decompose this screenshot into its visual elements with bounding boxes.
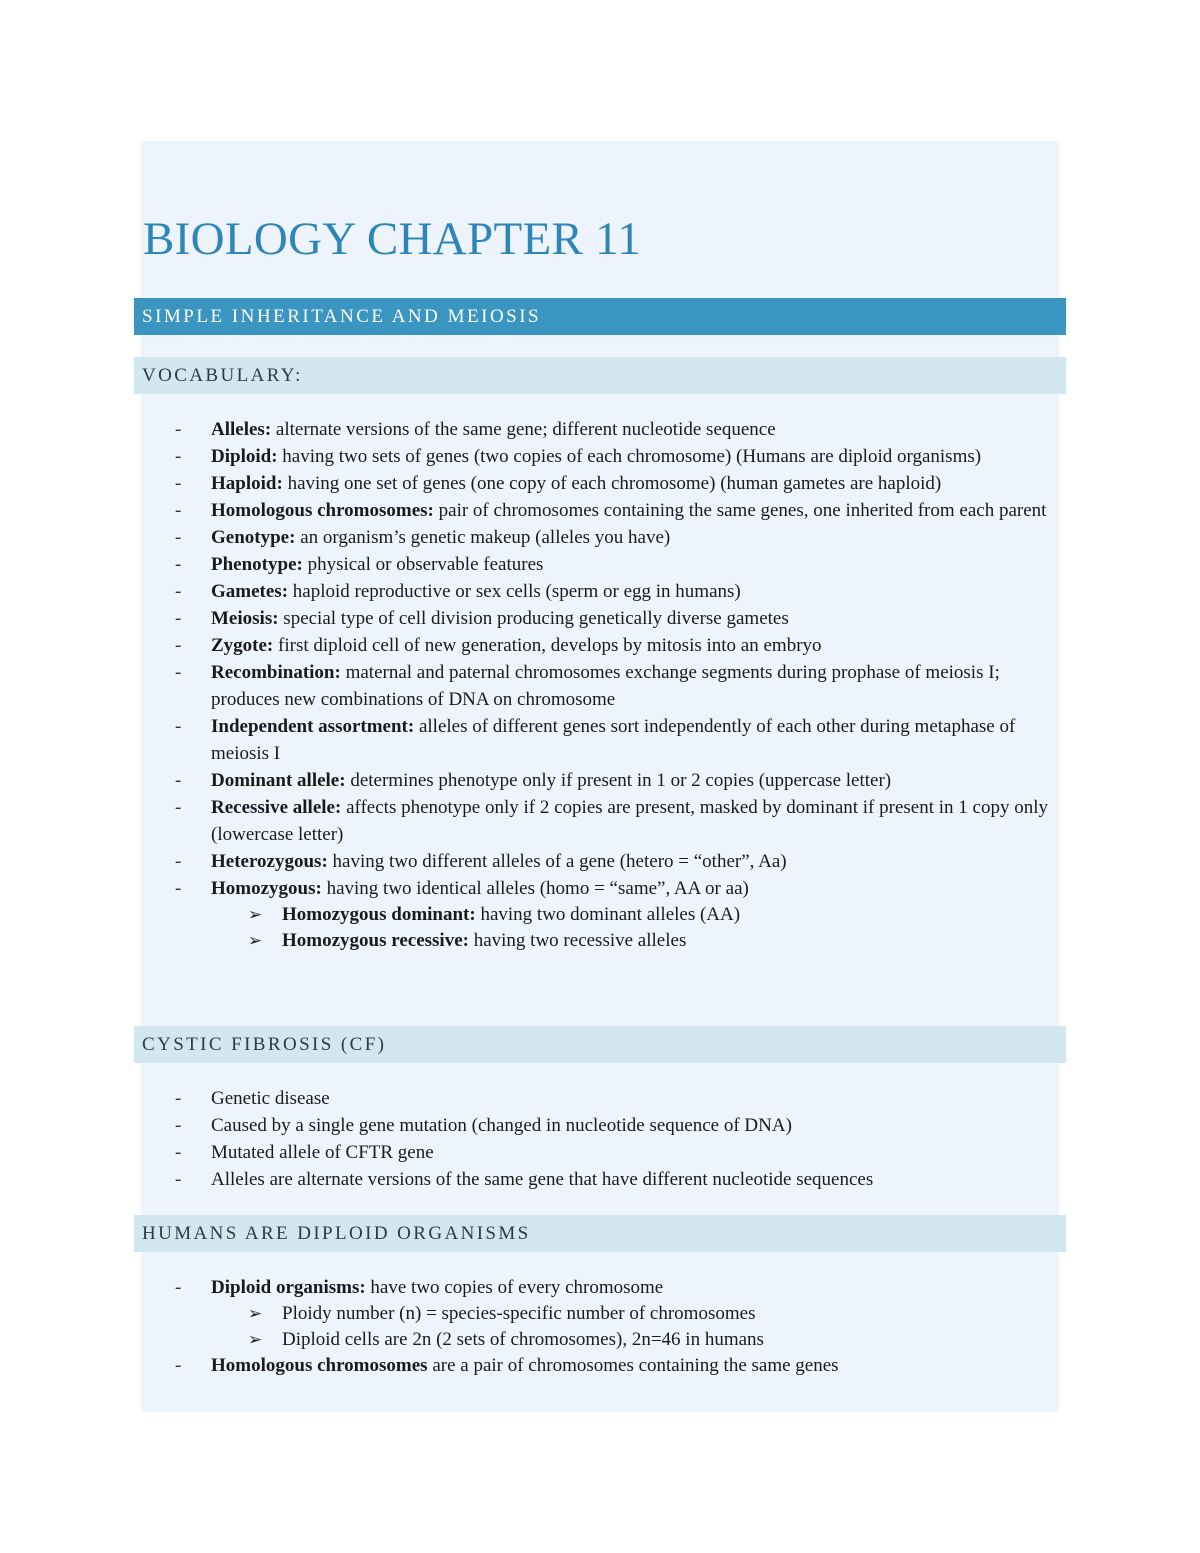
sub-list-item — [0, 928, 1200, 954]
list-item — [0, 524, 1200, 551]
definition: having two dominant alleles (AA) — [475, 904, 741, 925]
term: Recombination: — [211, 662, 341, 683]
dash-bullet: - — [175, 1355, 182, 1376]
arrow-bullet-icon: ➢ — [248, 930, 263, 950]
dash-bullet: - — [175, 851, 182, 872]
item-text: Alleles are alternate versions of the same gene that have different nucleotide sequences — [211, 1169, 874, 1190]
term: Alleles: — [211, 419, 272, 440]
list-item — [0, 605, 1200, 632]
list-item — [0, 416, 1200, 443]
dash-bullet: - — [175, 878, 182, 899]
dash-bullet: - — [175, 662, 182, 683]
dash-bullet: - — [175, 608, 182, 629]
dash-bullet: - — [175, 554, 182, 575]
definition: having two sets of genes (two copies of each chromosome) (Humans are diploid organisms) — [277, 446, 982, 467]
definition: determines phenotype only if present in 1 or 2 copies (uppercase letter) — [345, 770, 892, 791]
term: Homozygous: — [211, 878, 322, 899]
dash-bullet: - — [175, 1088, 182, 1109]
term: Meiosis: — [211, 608, 279, 629]
definition: alleles of different genes sort independently of each other during metaphase of meiosis I — [211, 716, 1016, 764]
term: Gametes: — [211, 581, 289, 602]
dash-bullet: - — [175, 419, 182, 440]
dash-bullet: - — [175, 527, 182, 548]
arrow-bullet-icon: ➢ — [248, 905, 263, 924]
definition: having two identical alleles (homo = “same”, AA or aa) — [321, 878, 749, 899]
cystic-fibrosis-list — [0, 1085, 1200, 1193]
document-title: BIOLOGY CHAPTER 11 — [143, 213, 642, 265]
arrow-bullet-icon: ➢ — [248, 1329, 263, 1349]
list-item — [0, 659, 1200, 713]
vocabulary-list — [0, 416, 1200, 953]
term: Haploid: — [211, 473, 283, 494]
list-item — [0, 497, 1200, 524]
sub-list-item — [0, 902, 1200, 928]
dash-bullet: - — [175, 770, 182, 791]
dash-bullet: - — [175, 473, 182, 494]
term: Independent assortment: — [211, 716, 415, 737]
list-item — [0, 551, 1200, 578]
subheading-diploid-organisms: HUMANS ARE DIPLOID ORGANISMS — [134, 1215, 1066, 1252]
term: Diploid: — [211, 446, 278, 467]
list-item — [0, 1139, 1200, 1166]
dash-bullet: - — [175, 1277, 182, 1298]
diploid-organisms-list — [0, 1274, 1200, 1379]
list-item — [0, 1085, 1200, 1112]
term: Phenotype: — [211, 554, 303, 575]
term: Heterozygous: — [211, 851, 328, 872]
dash-bullet: - — [175, 1142, 182, 1163]
section-heading-simple-inheritance: SIMPLE INHERITANCE AND MEIOSIS — [134, 298, 1066, 335]
term: Homozygous recessive: — [282, 929, 469, 951]
dash-bullet: - — [175, 716, 182, 737]
subheading-vocabulary: VOCABULARY: — [134, 357, 1066, 394]
list-item — [0, 1274, 1200, 1301]
term: Recessive allele: — [211, 797, 342, 818]
dash-bullet: - — [175, 635, 182, 656]
sub-list-item — [0, 1301, 1200, 1327]
definition: alternate versions of the same gene; different nucleotide sequence — [271, 419, 776, 440]
item-text: Ploidy number (n) = species-specific number of chromosomes — [282, 1303, 756, 1324]
definition: are a pair of chromosomes containing the same genes — [427, 1355, 839, 1376]
term: Zygote: — [211, 635, 274, 656]
item-text: Mutated allele of CFTR gene — [211, 1142, 434, 1163]
definition: have two copies of every chromosome — [365, 1277, 664, 1298]
term: Diploid organisms: — [211, 1277, 366, 1298]
definition: having one set of genes (one copy of each chromosome) (human gametes are haploid) — [282, 473, 942, 494]
term: Dominant allele: — [211, 770, 346, 791]
definition: affects phenotype only if 2 copies are present, masked by dominant if present in 1 copy only (lowercase letter) — [211, 797, 1048, 845]
definition: first diploid cell of new generation, develops by mitosis into an embryo — [273, 635, 822, 656]
list-item — [0, 848, 1200, 875]
list-item — [0, 713, 1200, 767]
list-item — [0, 632, 1200, 659]
list-item — [0, 767, 1200, 794]
dash-bullet: - — [175, 1169, 182, 1190]
arrow-bullet-icon: ➢ — [248, 1304, 263, 1323]
definition: haploid reproductive or sex cells (sperm or egg in humans) — [288, 581, 741, 602]
list-item — [0, 794, 1200, 848]
term: Genotype: — [211, 527, 296, 548]
term: Homologous chromosomes — [211, 1355, 428, 1376]
subheading-cystic-fibrosis: CYSTIC FIBROSIS (CF) — [134, 1026, 1066, 1063]
list-item — [0, 578, 1200, 605]
item-text: Genetic disease — [211, 1088, 330, 1109]
dash-bullet: - — [175, 446, 182, 467]
list-item — [0, 1166, 1200, 1193]
term: Homologous chromosomes: — [211, 500, 434, 521]
list-item — [0, 1112, 1200, 1139]
item-text: Diploid cells are 2n (2 sets of chromosomes), 2n=46 in humans — [282, 1328, 764, 1350]
dash-bullet: - — [175, 797, 182, 818]
list-item — [0, 875, 1200, 902]
definition: special type of cell division producing genetically diverse gametes — [278, 608, 789, 629]
item-text: Caused by a single gene mutation (changed in nucleotide sequence of DNA) — [211, 1115, 792, 1136]
definition: an organism’s genetic makeup (alleles you have) — [295, 527, 671, 548]
definition: having two different alleles of a gene (hetero = “other”, Aa) — [327, 851, 787, 872]
dash-bullet: - — [175, 581, 182, 602]
definition: pair of chromosomes containing the same genes, one inherited from each parent — [433, 500, 1047, 521]
definition: maternal and paternal chromosomes exchange segments during prophase of meiosis I; produces new combinations of DNA on chromosome — [211, 662, 1000, 710]
list-item — [0, 1352, 1200, 1379]
definition: having two recessive alleles — [468, 929, 687, 951]
definition: physical or observable features — [302, 554, 544, 575]
term: Homozygous dominant: — [282, 904, 476, 925]
dash-bullet: - — [175, 500, 182, 521]
dash-bullet: - — [175, 1115, 182, 1136]
list-item — [0, 470, 1200, 497]
list-item — [0, 443, 1200, 470]
sub-list-item — [0, 1327, 1200, 1353]
